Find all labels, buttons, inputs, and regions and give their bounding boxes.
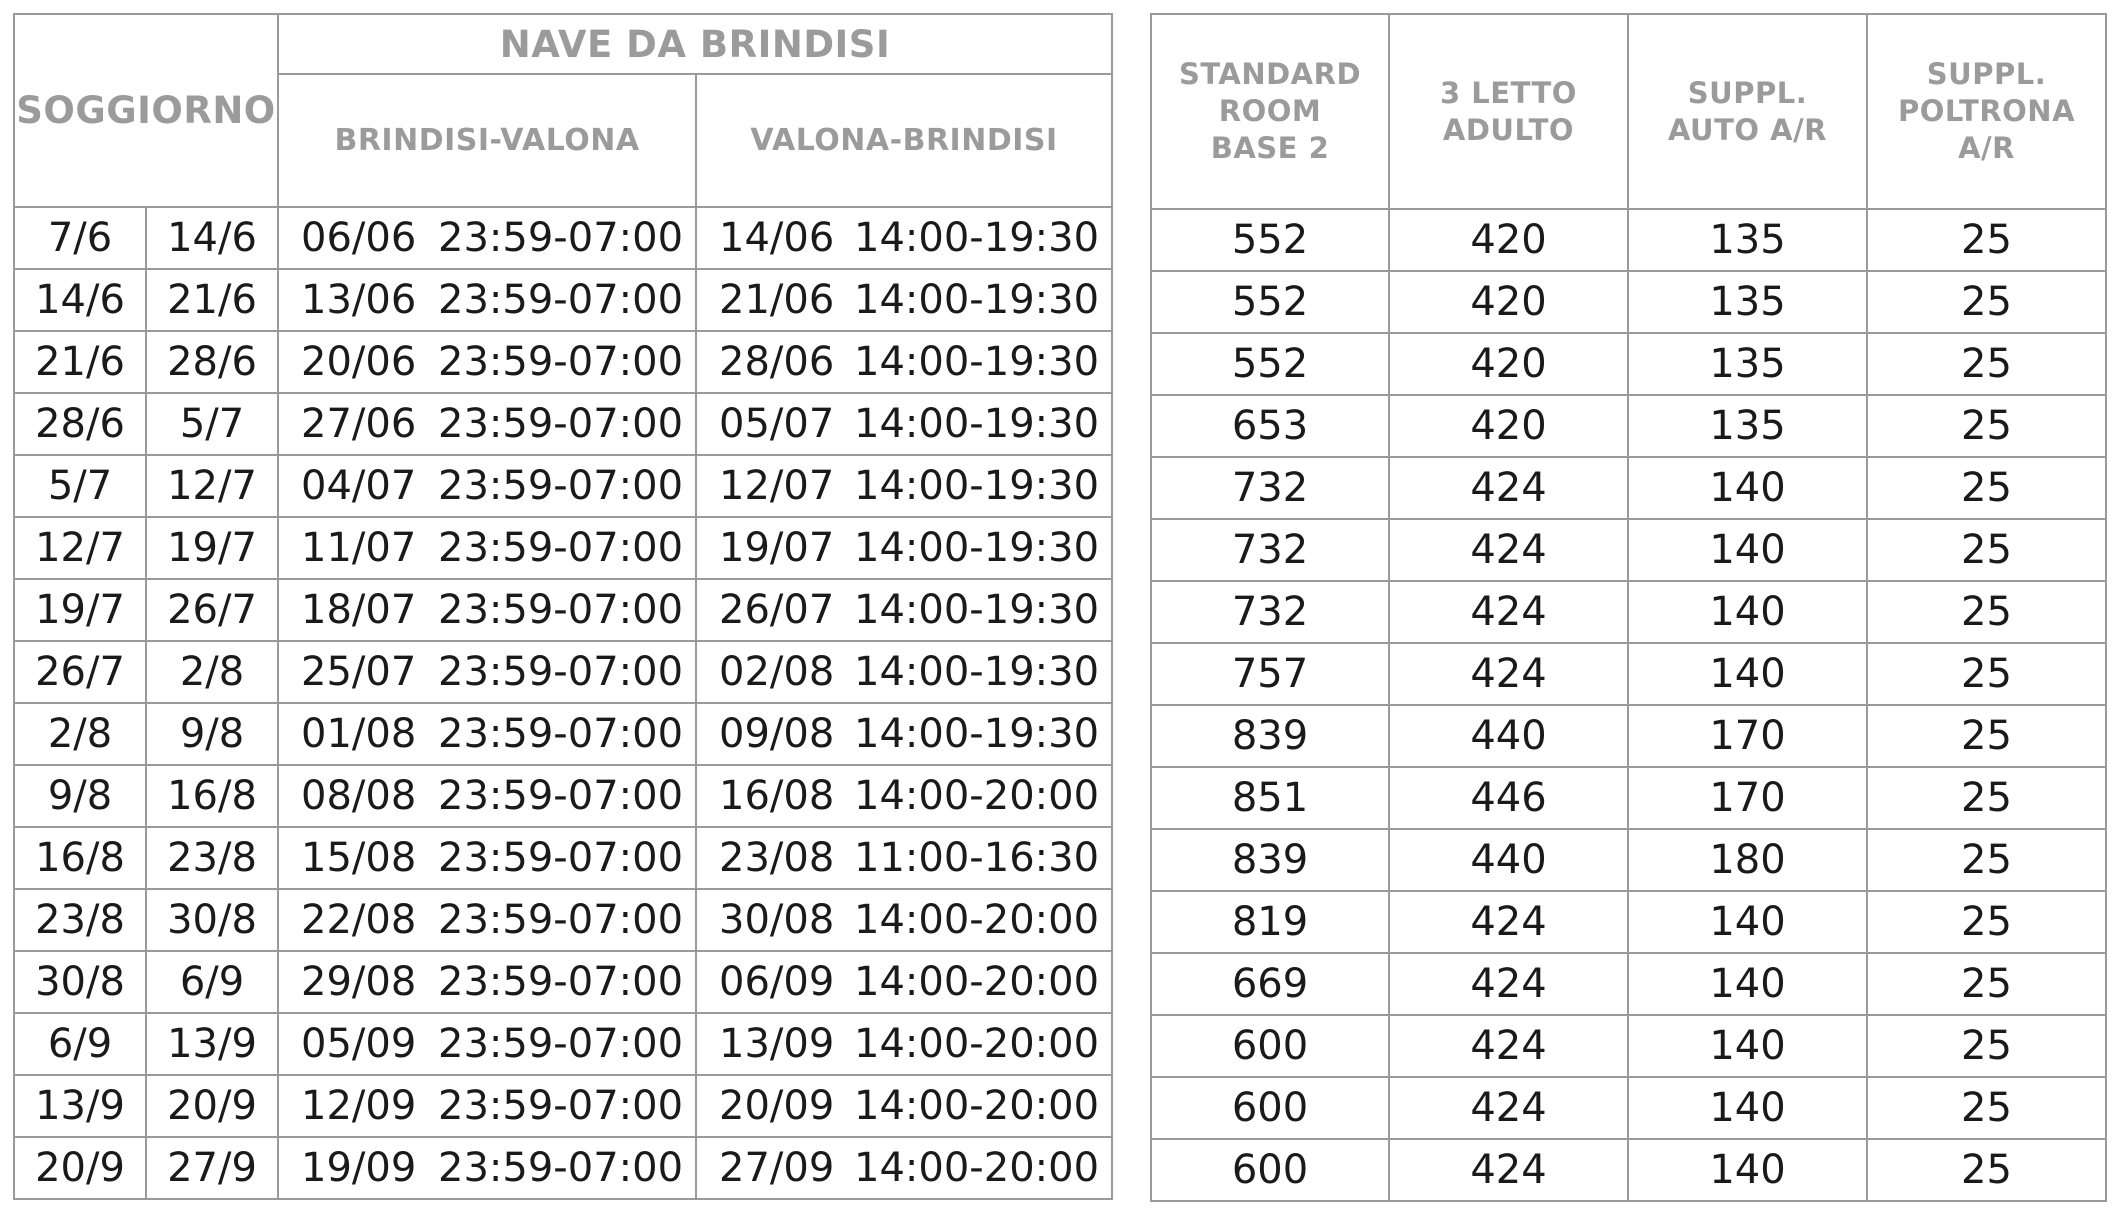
outbound-date-cell: 18/07 xyxy=(278,579,418,641)
stay-start-cell: 30/8 xyxy=(14,951,146,1013)
stay-start-cell: 28/6 xyxy=(14,393,146,455)
armchair-supplement-cell: 25 xyxy=(1867,333,2106,395)
price-table xyxy=(1150,13,2107,1202)
third-bed-price-cell: 424 xyxy=(1389,953,1628,1015)
third-bed-price-cell: 424 xyxy=(1389,457,1628,519)
header-suppl-auto xyxy=(1628,14,1867,209)
return-time-cell: 14:00-19:30 xyxy=(828,579,1112,641)
outbound-time-cell: 23:59-07:00 xyxy=(418,207,696,269)
table-row xyxy=(14,889,1112,951)
stay-end-cell: 6/9 xyxy=(146,951,278,1013)
armchair-supplement-cell: 25 xyxy=(1867,829,2106,891)
table-row xyxy=(1151,271,2106,333)
outbound-date-cell: 15/08 xyxy=(278,827,418,889)
return-date-cell: 06/09 xyxy=(696,951,828,1013)
third-bed-price-cell: 424 xyxy=(1389,1077,1628,1139)
table-row xyxy=(14,579,1112,641)
standard-room-price-cell: 851 xyxy=(1151,767,1389,829)
car-supplement-cell: 170 xyxy=(1628,705,1867,767)
outbound-date-cell: 08/08 xyxy=(278,765,418,827)
return-date-cell: 12/07 xyxy=(696,455,828,517)
ferry-schedule-body xyxy=(14,207,1112,1199)
header-line: ROOM xyxy=(1218,94,1322,128)
standard-room-price-cell: 600 xyxy=(1151,1015,1389,1077)
armchair-supplement-cell: 25 xyxy=(1867,767,2106,829)
table-row xyxy=(14,1137,1112,1199)
stay-end-cell: 20/9 xyxy=(146,1075,278,1137)
outbound-date-cell: 05/09 xyxy=(278,1013,418,1075)
standard-room-price-cell: 757 xyxy=(1151,643,1389,705)
header-nave-da-brindisi: NAVE DA BRINDISI xyxy=(278,14,1112,74)
armchair-supplement-cell: 25 xyxy=(1867,1015,2106,1077)
stay-end-cell: 16/8 xyxy=(146,765,278,827)
stay-end-cell: 26/7 xyxy=(146,579,278,641)
header-line: ADULTO xyxy=(1442,112,1575,147)
header-valona-brindisi: VALONA-BRINDISI xyxy=(696,74,1112,207)
table-row xyxy=(14,393,1112,455)
table-row xyxy=(1151,581,2106,643)
armchair-supplement-cell: 25 xyxy=(1867,209,2106,271)
table-row xyxy=(14,1013,1112,1075)
table-row xyxy=(1151,395,2106,457)
return-time-cell: 14:00-20:00 xyxy=(828,951,1112,1013)
table-row xyxy=(1151,643,2106,705)
table-row xyxy=(14,827,1112,889)
outbound-time-cell: 23:59-07:00 xyxy=(418,1075,696,1137)
header-soggiorno: SOGGIORNO xyxy=(14,14,278,207)
outbound-time-cell: 23:59-07:00 xyxy=(418,331,696,393)
outbound-date-cell: 13/06 xyxy=(278,269,418,331)
outbound-time-cell: 23:59-07:00 xyxy=(418,703,696,765)
standard-room-price-cell: 653 xyxy=(1151,395,1389,457)
standard-room-price-cell: 669 xyxy=(1151,953,1389,1015)
header-line: STANDARD xyxy=(1178,57,1362,91)
table-row xyxy=(14,765,1112,827)
outbound-date-cell: 22/08 xyxy=(278,889,418,951)
standard-room-price-cell: 819 xyxy=(1151,891,1389,953)
header-3-letto-adulto xyxy=(1389,14,1628,209)
car-supplement-cell: 135 xyxy=(1628,271,1867,333)
car-supplement-cell: 170 xyxy=(1628,767,1867,829)
armchair-supplement-cell: 25 xyxy=(1867,1077,2106,1139)
car-supplement-cell: 135 xyxy=(1628,395,1867,457)
table-row xyxy=(14,1075,1112,1137)
stay-start-cell: 19/7 xyxy=(14,579,146,641)
table-row xyxy=(1151,1139,2106,1201)
car-supplement-cell: 140 xyxy=(1628,581,1867,643)
car-supplement-cell: 135 xyxy=(1628,333,1867,395)
armchair-supplement-cell: 25 xyxy=(1867,953,2106,1015)
standard-room-price-cell: 732 xyxy=(1151,581,1389,643)
stay-end-cell: 5/7 xyxy=(146,393,278,455)
table-row xyxy=(14,641,1112,703)
return-date-cell: 13/09 xyxy=(696,1013,828,1075)
outbound-date-cell: 11/07 xyxy=(278,517,418,579)
armchair-supplement-cell: 25 xyxy=(1867,705,2106,767)
return-date-cell: 20/09 xyxy=(696,1075,828,1137)
return-time-cell: 14:00-19:30 xyxy=(828,207,1112,269)
standard-room-price-cell: 732 xyxy=(1151,457,1389,519)
stay-start-cell: 21/6 xyxy=(14,331,146,393)
table-row xyxy=(1151,1077,2106,1139)
header-line: A/R xyxy=(1958,131,2015,165)
table-row xyxy=(1151,1015,2106,1077)
stay-end-cell: 23/8 xyxy=(146,827,278,889)
outbound-date-cell: 19/09 xyxy=(278,1137,418,1199)
return-date-cell: 27/09 xyxy=(696,1137,828,1199)
third-bed-price-cell: 424 xyxy=(1389,643,1628,705)
price-table-body xyxy=(1151,209,2106,1201)
car-supplement-cell: 140 xyxy=(1628,1139,1867,1201)
table-row xyxy=(1151,767,2106,829)
outbound-time-cell: 23:59-07:00 xyxy=(418,765,696,827)
third-bed-price-cell: 440 xyxy=(1389,705,1628,767)
table-row xyxy=(14,331,1112,393)
return-time-cell: 14:00-20:00 xyxy=(828,1137,1112,1199)
header-line: AUTO A/R xyxy=(1668,112,1827,147)
third-bed-price-cell: 440 xyxy=(1389,829,1628,891)
outbound-date-cell: 01/08 xyxy=(278,703,418,765)
stay-start-cell: 16/8 xyxy=(14,827,146,889)
standard-room-price-cell: 732 xyxy=(1151,519,1389,581)
stay-end-cell: 12/7 xyxy=(146,455,278,517)
return-time-cell: 14:00-19:30 xyxy=(828,269,1112,331)
third-bed-price-cell: 446 xyxy=(1389,767,1628,829)
header-line: 3 LETTO xyxy=(1440,75,1577,110)
stay-end-cell: 27/9 xyxy=(146,1137,278,1199)
outbound-time-cell: 23:59-07:00 xyxy=(418,579,696,641)
outbound-time-cell: 23:59-07:00 xyxy=(418,1137,696,1199)
standard-room-price-cell: 552 xyxy=(1151,271,1389,333)
third-bed-price-cell: 420 xyxy=(1389,209,1628,271)
table-row xyxy=(14,517,1112,579)
car-supplement-cell: 135 xyxy=(1628,209,1867,271)
table-row xyxy=(1151,953,2106,1015)
stay-start-cell: 23/8 xyxy=(14,889,146,951)
stay-end-cell: 13/9 xyxy=(146,1013,278,1075)
outbound-date-cell: 25/07 xyxy=(278,641,418,703)
outbound-time-cell: 23:59-07:00 xyxy=(418,889,696,951)
table-row xyxy=(14,269,1112,331)
header-line: POLTRONA xyxy=(1897,94,2076,128)
car-supplement-cell: 140 xyxy=(1628,891,1867,953)
stay-end-cell: 28/6 xyxy=(146,331,278,393)
return-date-cell: 23/08 xyxy=(696,827,828,889)
return-date-cell: 30/08 xyxy=(696,889,828,951)
car-supplement-cell: 140 xyxy=(1628,1015,1867,1077)
table-row xyxy=(14,207,1112,269)
return-time-cell: 14:00-20:00 xyxy=(828,765,1112,827)
table-row xyxy=(1151,891,2106,953)
stay-start-cell: 9/8 xyxy=(14,765,146,827)
car-supplement-cell: 140 xyxy=(1628,519,1867,581)
stay-end-cell: 2/8 xyxy=(146,641,278,703)
return-date-cell: 19/07 xyxy=(696,517,828,579)
header-brindisi-valona: BRINDISI-VALONA xyxy=(278,74,696,207)
return-date-cell: 02/08 xyxy=(696,641,828,703)
return-time-cell: 14:00-19:30 xyxy=(828,393,1112,455)
return-time-cell: 14:00-19:30 xyxy=(828,455,1112,517)
outbound-time-cell: 23:59-07:00 xyxy=(418,1013,696,1075)
standard-room-price-cell: 600 xyxy=(1151,1139,1389,1201)
standard-room-price-cell: 839 xyxy=(1151,829,1389,891)
stay-end-cell: 9/8 xyxy=(146,703,278,765)
stay-start-cell: 26/7 xyxy=(14,641,146,703)
table-row xyxy=(14,703,1112,765)
table-row xyxy=(14,455,1112,517)
stay-start-cell: 2/8 xyxy=(14,703,146,765)
table-row xyxy=(1151,705,2106,767)
standard-room-price-cell: 600 xyxy=(1151,1077,1389,1139)
return-date-cell: 14/06 xyxy=(696,207,828,269)
car-supplement-cell: 140 xyxy=(1628,643,1867,705)
stay-start-cell: 6/9 xyxy=(14,1013,146,1075)
stay-start-cell: 13/9 xyxy=(14,1075,146,1137)
stay-end-cell: 21/6 xyxy=(146,269,278,331)
stay-start-cell: 14/6 xyxy=(14,269,146,331)
return-date-cell: 26/07 xyxy=(696,579,828,641)
standard-room-price-cell: 839 xyxy=(1151,705,1389,767)
outbound-time-cell: 23:59-07:00 xyxy=(418,517,696,579)
stay-start-cell: 7/6 xyxy=(14,207,146,269)
table-row xyxy=(14,951,1112,1013)
outbound-date-cell: 04/07 xyxy=(278,455,418,517)
car-supplement-cell: 140 xyxy=(1628,457,1867,519)
return-time-cell: 11:00-16:30 xyxy=(828,827,1112,889)
return-time-cell: 14:00-19:30 xyxy=(828,331,1112,393)
outbound-time-cell: 23:59-07:00 xyxy=(418,951,696,1013)
return-date-cell: 28/06 xyxy=(696,331,828,393)
third-bed-price-cell: 424 xyxy=(1389,519,1628,581)
car-supplement-cell: 180 xyxy=(1628,829,1867,891)
armchair-supplement-cell: 25 xyxy=(1867,643,2106,705)
table-row xyxy=(1151,209,2106,271)
return-time-cell: 14:00-19:30 xyxy=(828,641,1112,703)
table-row xyxy=(1151,829,2106,891)
return-date-cell: 05/07 xyxy=(696,393,828,455)
third-bed-price-cell: 424 xyxy=(1389,581,1628,643)
outbound-time-cell: 23:59-07:00 xyxy=(418,827,696,889)
standard-room-price-cell: 552 xyxy=(1151,209,1389,271)
outbound-time-cell: 23:59-07:00 xyxy=(418,455,696,517)
third-bed-price-cell: 424 xyxy=(1389,1139,1628,1201)
header-line: SUPPL. xyxy=(1926,57,2047,91)
armchair-supplement-cell: 25 xyxy=(1867,891,2106,953)
table-row xyxy=(1151,519,2106,581)
table-row xyxy=(1151,333,2106,395)
return-date-cell: 16/08 xyxy=(696,765,828,827)
return-date-cell: 21/06 xyxy=(696,269,828,331)
stay-start-cell: 20/9 xyxy=(14,1137,146,1199)
outbound-date-cell: 20/06 xyxy=(278,331,418,393)
armchair-supplement-cell: 25 xyxy=(1867,519,2106,581)
armchair-supplement-cell: 25 xyxy=(1867,395,2106,457)
stay-end-cell: 14/6 xyxy=(146,207,278,269)
stay-end-cell: 30/8 xyxy=(146,889,278,951)
stay-start-cell: 12/7 xyxy=(14,517,146,579)
return-time-cell: 14:00-20:00 xyxy=(828,1075,1112,1137)
car-supplement-cell: 140 xyxy=(1628,1077,1867,1139)
return-time-cell: 14:00-20:00 xyxy=(828,1013,1112,1075)
armchair-supplement-cell: 25 xyxy=(1867,1139,2106,1201)
return-date-cell: 09/08 xyxy=(696,703,828,765)
stay-start-cell: 5/7 xyxy=(14,455,146,517)
outbound-date-cell: 12/09 xyxy=(278,1075,418,1137)
outbound-date-cell: 27/06 xyxy=(278,393,418,455)
return-time-cell: 14:00-19:30 xyxy=(828,517,1112,579)
third-bed-price-cell: 420 xyxy=(1389,395,1628,457)
armchair-supplement-cell: 25 xyxy=(1867,457,2106,519)
ferry-schedule-table xyxy=(13,13,1113,1200)
outbound-time-cell: 23:59-07:00 xyxy=(418,393,696,455)
third-bed-price-cell: 420 xyxy=(1389,333,1628,395)
header-line: BASE 2 xyxy=(1210,131,1330,165)
return-time-cell: 14:00-20:00 xyxy=(828,889,1112,951)
outbound-date-cell: 29/08 xyxy=(278,951,418,1013)
third-bed-price-cell: 420 xyxy=(1389,271,1628,333)
standard-room-price-cell: 552 xyxy=(1151,333,1389,395)
header-line: SUPPL. xyxy=(1687,75,1808,110)
third-bed-price-cell: 424 xyxy=(1389,891,1628,953)
outbound-date-cell: 06/06 xyxy=(278,207,418,269)
third-bed-price-cell: 424 xyxy=(1389,1015,1628,1077)
table-row xyxy=(1151,457,2106,519)
return-time-cell: 14:00-19:30 xyxy=(828,703,1112,765)
stay-end-cell: 19/7 xyxy=(146,517,278,579)
armchair-supplement-cell: 25 xyxy=(1867,271,2106,333)
car-supplement-cell: 140 xyxy=(1628,953,1867,1015)
outbound-time-cell: 23:59-07:00 xyxy=(418,269,696,331)
armchair-supplement-cell: 25 xyxy=(1867,581,2106,643)
header-standard-room-base-2 xyxy=(1151,14,1389,209)
outbound-time-cell: 23:59-07:00 xyxy=(418,641,696,703)
header-suppl-poltrona xyxy=(1867,14,2106,209)
